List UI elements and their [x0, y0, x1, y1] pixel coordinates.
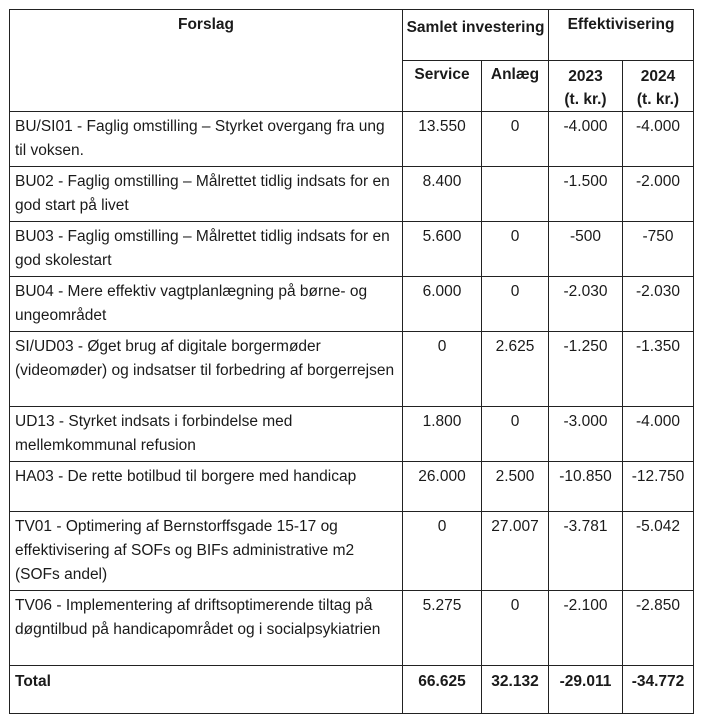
cell-2023: -1.250: [549, 332, 623, 407]
cell-2023: -10.850: [549, 462, 623, 512]
total-label: Total: [10, 666, 403, 714]
cell-2024: -4.000: [623, 407, 694, 462]
cell-2023: -3.000: [549, 407, 623, 462]
cell-anlaeg: 2.500: [482, 462, 549, 512]
header-effektivisering: Effektivisering: [549, 10, 694, 61]
header-2023-year: 2023: [568, 68, 603, 85]
total-row: [10, 666, 694, 714]
table-row: [10, 462, 694, 512]
cell-service: 6.000: [403, 277, 482, 332]
cell-forslag: TV06 - Implementering af driftsoptimerende tiltag på døgntilbud på handicapområdet og i socialpsykiatrien: [10, 591, 403, 666]
cell-forslag: SI/UD03 - Øget brug af digitale borgermøder (videomøder) og indsatser til forbedring af borgerrejsen: [10, 332, 403, 407]
table-row: [10, 591, 694, 666]
table-row: [10, 512, 694, 591]
cell-2023: -4.000: [549, 112, 623, 167]
cell-anlaeg: 0: [482, 591, 549, 666]
cell-service: 1.800: [403, 407, 482, 462]
cell-2024: -750: [623, 222, 694, 277]
cell-2024: -2.850: [623, 591, 694, 666]
cell-anlaeg: 0: [482, 112, 549, 167]
table-row: [10, 112, 694, 167]
cell-2023: -2.030: [549, 277, 623, 332]
cell-2024: -2.000: [623, 167, 694, 222]
cell-service: 26.000: [403, 462, 482, 512]
cell-2023: -3.781: [549, 512, 623, 591]
table-row: [10, 332, 694, 407]
cell-service: 0: [403, 512, 482, 591]
header-forslag: Forslag: [10, 10, 403, 112]
cell-anlaeg: [482, 167, 549, 222]
cell-anlaeg: 2.625: [482, 332, 549, 407]
header-2024-year: 2024: [640, 68, 676, 85]
cell-2023: -500: [549, 222, 623, 277]
cell-service: 8.400: [403, 167, 482, 222]
table-row: [10, 277, 694, 332]
cell-forslag: HA03 - De rette botilbud til borgere med handicap: [10, 462, 403, 512]
header-2024-unit: (t. kr.): [636, 91, 680, 108]
header-2023-unit: (t. kr.): [564, 91, 607, 108]
header-service: Service: [403, 61, 482, 112]
cell-2024: -4.000: [623, 112, 694, 167]
cell-service: 0: [403, 332, 482, 407]
table-row: [10, 407, 694, 462]
cell-service: 5.600: [403, 222, 482, 277]
cell-service: 13.550: [403, 112, 482, 167]
header-2024: [623, 61, 694, 112]
cell-forslag: TV01 - Optimering af Bernstorffsgade 15-17 og effektivisering af SOFs og BIFs administrative m2 (SOFs andel): [10, 512, 403, 591]
cell-anlaeg: 0: [482, 222, 549, 277]
total-2023: -29.011: [549, 666, 623, 714]
table-row: [10, 222, 694, 277]
cell-2023: -2.100: [549, 591, 623, 666]
cell-forslag: BU03 - Faglig omstilling – Målrettet tidlig indsats for en god skolestart: [10, 222, 403, 277]
cell-2024: -2.030: [623, 277, 694, 332]
cell-forslag: BU/SI01 - Faglig omstilling – Styrket overgang fra ung til voksen.: [10, 112, 403, 167]
cell-anlaeg: 0: [482, 277, 549, 332]
header-anlaeg: Anlæg: [482, 61, 549, 112]
cell-forslag: BU02 - Faglig omstilling – Målrettet tidlig indsats for en god start på livet: [10, 167, 403, 222]
table-row: [10, 167, 694, 222]
cell-2024: -1.350: [623, 332, 694, 407]
total-service: 66.625: [403, 666, 482, 714]
cell-anlaeg: 0: [482, 407, 549, 462]
budget-table: [9, 9, 694, 714]
cell-forslag: BU04 - Mere effektiv vagtplanlægning på børne- og ungeområdet: [10, 277, 403, 332]
cell-2023: -1.500: [549, 167, 623, 222]
cell-anlaeg: 27.007: [482, 512, 549, 591]
cell-2024: -5.042: [623, 512, 694, 591]
cell-2024: -12.750: [623, 462, 694, 512]
header-2023: [549, 61, 623, 112]
header-samlet-investering: Samlet investering: [403, 10, 549, 61]
total-anlaeg: 32.132: [482, 666, 549, 714]
cell-forslag: UD13 - Styrket indsats i forbindelse med mellemkommunal refusion: [10, 407, 403, 462]
cell-service: 5.275: [403, 591, 482, 666]
total-2024: -34.772: [623, 666, 694, 714]
